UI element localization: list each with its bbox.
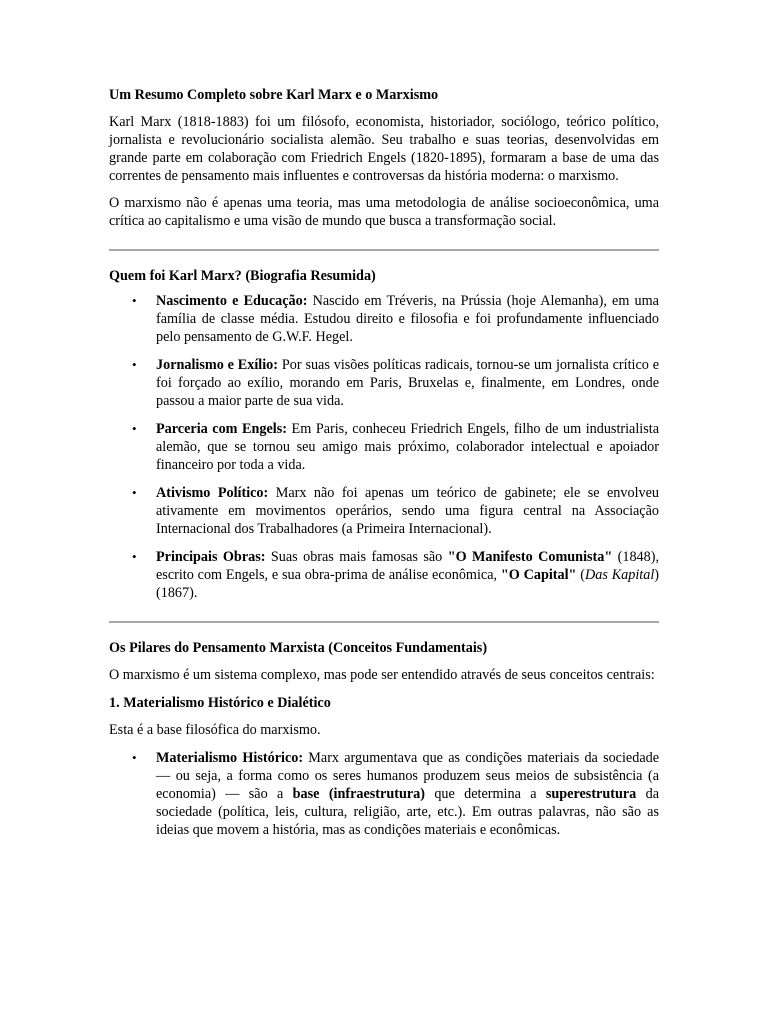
bullet-icon: • (132, 549, 137, 564)
bio-item-birth (109, 292, 659, 346)
pillars-subheading: 1. Materialismo Histórico e Dialético (109, 695, 331, 711)
bio-item-text: Suas obras mais famosas são (265, 549, 448, 565)
bio-item-activism (109, 484, 659, 538)
pillars-item-bold: base (infraestrutura) (292, 786, 425, 802)
bio-item-label: Parceria com Engels: (156, 421, 287, 437)
pillars-item-bold: superestrutura (545, 786, 637, 802)
bio-item-journalism (109, 356, 659, 410)
pillars-intro: O marxismo é um sistema complexo, mas pode ser entendido através de seus conceitos centrais: (109, 667, 655, 683)
bullet-icon: • (132, 485, 137, 500)
pillars-item-text: Marx argumentava que as condições materiais da sociedade — ou seja, a forma como os seres humanos produzem seus meios de subsistência (a economia) — são a (156, 750, 660, 802)
bio-item-label: Principais Obras: (156, 549, 266, 565)
bio-list (109, 292, 659, 602)
bullet-icon: • (132, 421, 137, 436)
bio-item-text: ) (1867). (156, 567, 659, 601)
pillars-sub-intro: Esta é a base filosófica do marxismo. (109, 722, 321, 738)
bio-item-label: Ativismo Político: (156, 485, 269, 501)
pillars-item-label: Materialismo Histórico: (156, 750, 304, 766)
bullet-icon: • (132, 750, 137, 765)
work-title: "O Capital" (500, 567, 577, 583)
bullet-icon: • (132, 357, 137, 372)
pillars-item-materialism (109, 749, 659, 839)
bio-item-label: Jornalismo e Exílio: (156, 357, 279, 373)
bio-heading: Quem foi Karl Marx? (Biografia Resumida) (109, 268, 376, 284)
bio-item-text: Marx não foi apenas um teórico de gabinete; ele se envolveu ativamente em movimentos operários, sendo uma figura central na Associação Internacional dos Trabalhadores (a Primeira Internacional). (156, 485, 660, 537)
intro-paragraph-1: Karl Marx (1818-1883) foi um filósofo, economista, historiador, sociólogo, teórico político, jornalista e revolucionário socialista alemão. Seu trabalho e suas teorias, desenvolvidas em grande parte em colaboração com Friedrich Engels (1820-1895), formaram a base de uma das correntes de pensamento mais influentes e controversas da história moderna: o marxismo. (109, 114, 659, 184)
bullet-icon: • (132, 293, 137, 308)
bio-item-engels (109, 420, 659, 474)
bio-item-text: Em Paris, conheceu Friedrich Engels, filho de um industrialista alemão, que se tornou seu amigo mais próximo, colaborador intelectual e apoiador financeiro por toda a vida. (156, 421, 659, 473)
pillars-item-text: que determina a (424, 786, 546, 802)
pillars-item-text: da sociedade (política, leis, cultura, religião, arte, etc.). Em outras palavras, não são as ideias que movem a história, mas as condições materiais e econômicas. (156, 786, 660, 838)
bio-item-label: Nascimento e Educação: (156, 293, 308, 309)
bio-item-works (109, 548, 659, 602)
bio-item-text: (1848), escrito com Engels, e sua obra-prima de análise econômica, (156, 549, 660, 583)
intro-paragraph-2: O marxismo não é apenas uma teoria, mas uma metodologia de análise socioeconômica, uma crítica ao capitalismo e uma visão de mundo que busca a transformação social. (109, 195, 659, 229)
bio-item-text: ( (576, 567, 585, 583)
bio-item-text: Por suas visões políticas radicais, tornou-se um jornalista crítico e foi forçado ao exílio, morando em Paris, Bruxelas e, finalmente, em Londres, onde passou a maior parte de sua vida. (156, 357, 659, 409)
pillars-list (109, 749, 659, 839)
pillars-heading: Os Pilares do Pensamento Marxista (Conceitos Fundamentais) (109, 640, 488, 656)
work-title: "O Manifesto Comunista" (447, 549, 613, 565)
bio-item-text: Nascido em Tréveris, na Prússia (hoje Alemanha), em uma família de classe média. Estudou direito e filosofia e foi profundamente influenciado pelo pensamento de G.W.F. Hegel. (156, 293, 659, 345)
work-original-title: Das Kapital (585, 567, 655, 583)
document-title: Um Resumo Completo sobre Karl Marx e o Marxismo (109, 87, 439, 103)
